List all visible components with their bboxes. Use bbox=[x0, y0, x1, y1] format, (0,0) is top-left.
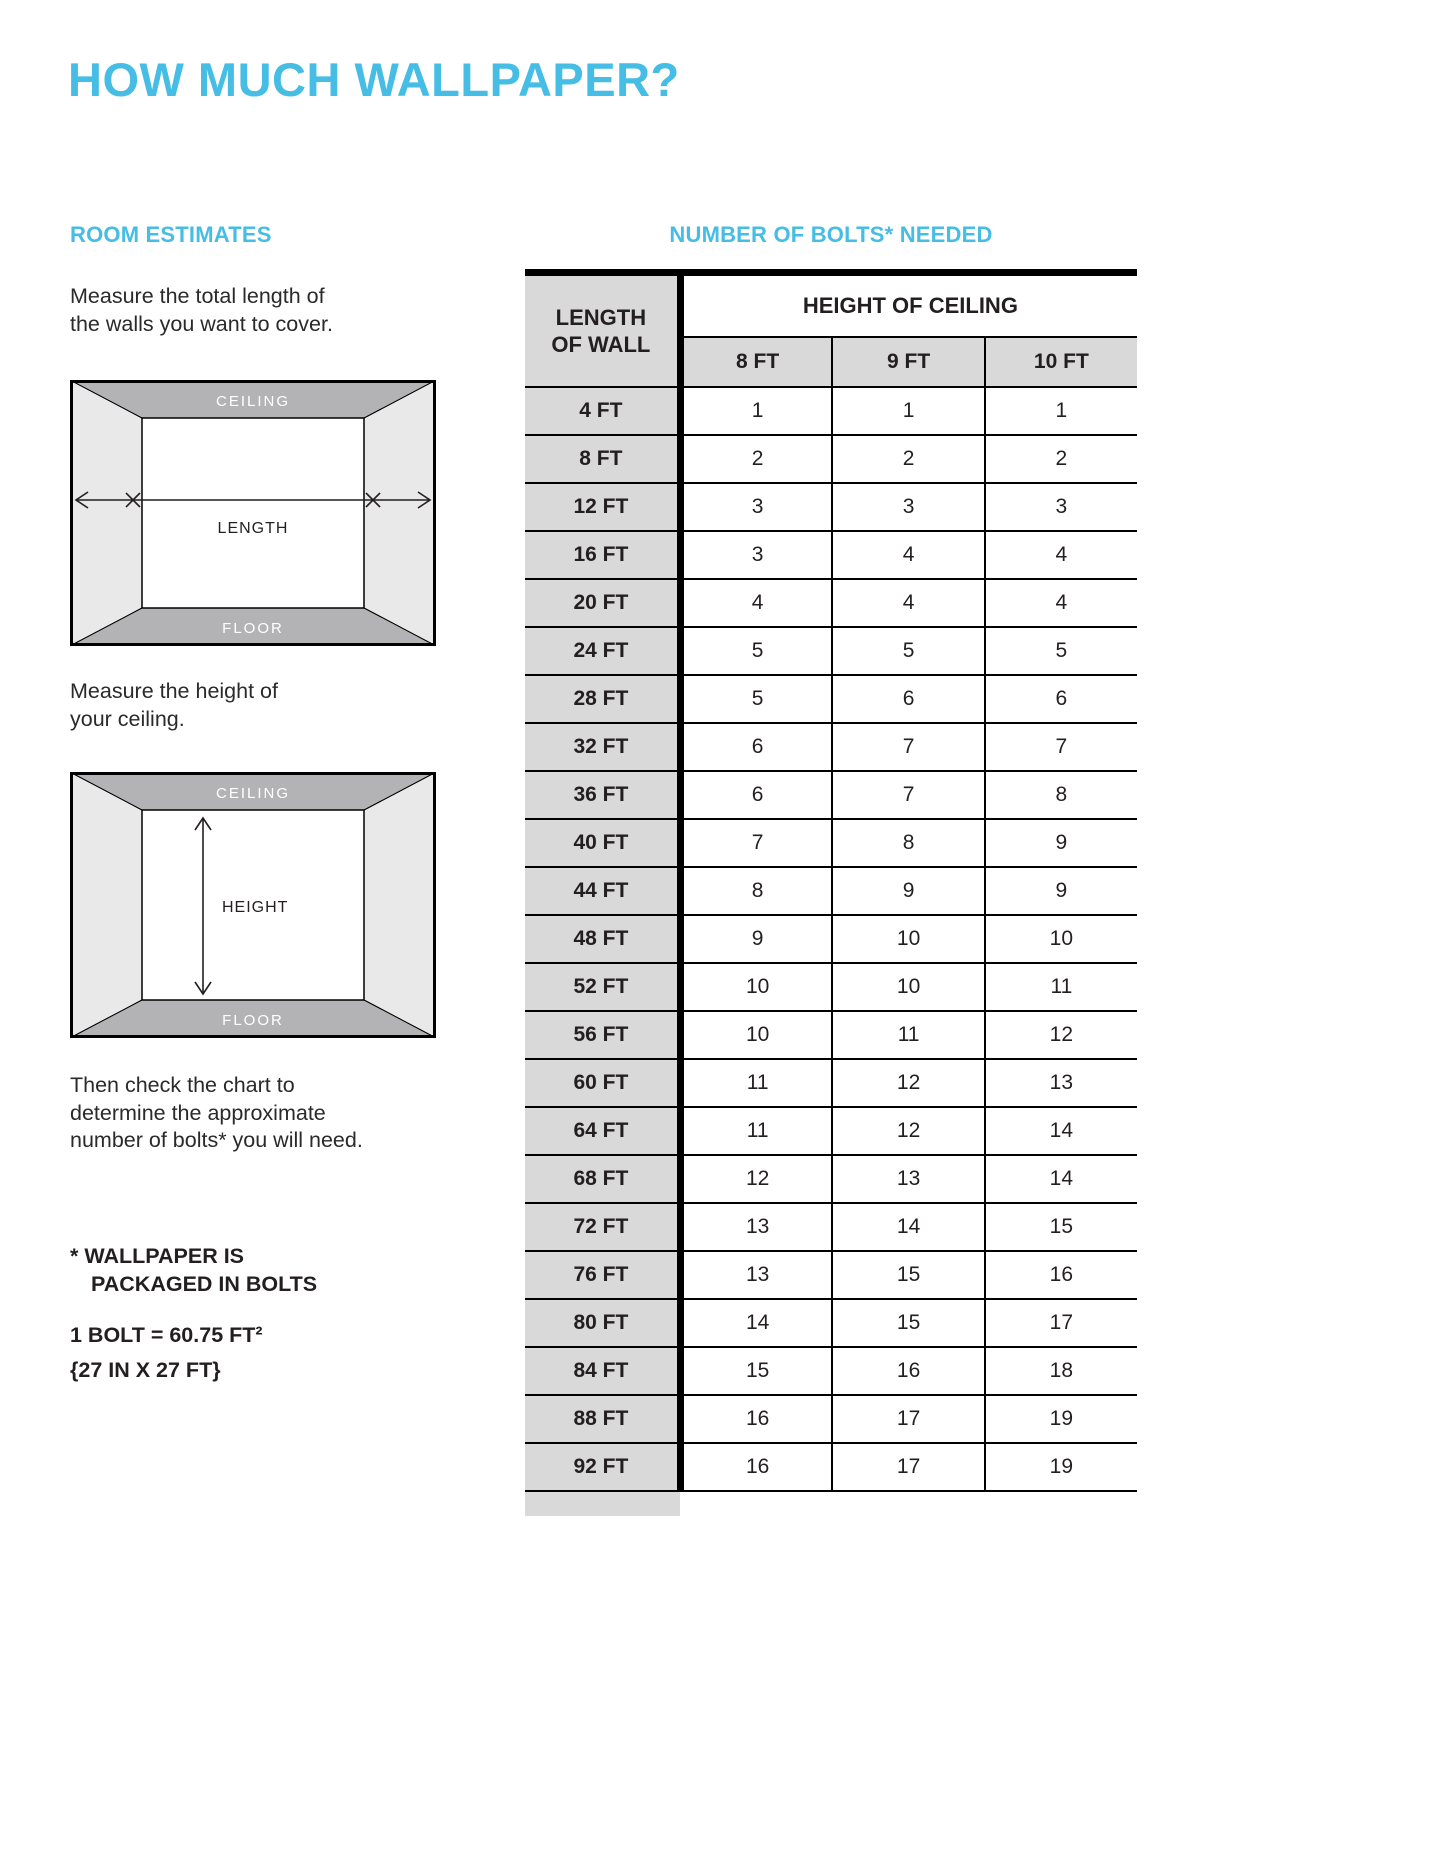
row-length-label: 68 FT bbox=[525, 1155, 680, 1203]
row-length-label: 84 FT bbox=[525, 1347, 680, 1395]
text-line: number of bolts* you will need. bbox=[70, 1128, 363, 1152]
room-length-diagram bbox=[70, 380, 436, 646]
table-header-row bbox=[525, 276, 1137, 337]
bolts-10ft-value: 14 bbox=[985, 1155, 1137, 1203]
bolts-9ft-value: 7 bbox=[832, 771, 984, 819]
bolts-9ft-value: 12 bbox=[832, 1059, 984, 1107]
table-row bbox=[525, 1155, 1137, 1203]
right-wall-panel bbox=[364, 380, 436, 646]
row-length-label: 44 FT bbox=[525, 867, 680, 915]
row-length-label: 60 FT bbox=[525, 1059, 680, 1107]
bolts-table-heading: NUMBER OF BOLTS* NEEDED bbox=[669, 222, 993, 247]
bolts-9ft-value: 1 bbox=[832, 387, 984, 435]
bolts-9ft-value: 12 bbox=[832, 1107, 984, 1155]
left-wall-panel bbox=[70, 772, 142, 1038]
bolts-10ft-value: 10 bbox=[985, 915, 1137, 963]
table-row bbox=[525, 579, 1137, 627]
table-row bbox=[525, 963, 1137, 1011]
bolts-table-section bbox=[525, 222, 1137, 1516]
bolts-8ft-value: 5 bbox=[680, 627, 832, 675]
table-row bbox=[525, 819, 1137, 867]
bolts-10ft-value: 9 bbox=[985, 867, 1137, 915]
bolts-8ft-value: 13 bbox=[680, 1251, 832, 1299]
bolts-9ft-value: 15 bbox=[832, 1251, 984, 1299]
table-row bbox=[525, 1107, 1137, 1155]
row-length-label: 20 FT bbox=[525, 579, 680, 627]
bolts-10ft-value: 4 bbox=[985, 579, 1137, 627]
row-length-label: 80 FT bbox=[525, 1299, 680, 1347]
bolts-table bbox=[525, 276, 1137, 1492]
room-estimates-heading: ROOM ESTIMATES bbox=[70, 222, 272, 247]
table-row bbox=[525, 531, 1137, 579]
table-row bbox=[525, 1395, 1137, 1443]
bolts-8ft-value: 16 bbox=[680, 1443, 832, 1491]
row-length-label: 16 FT bbox=[525, 531, 680, 579]
row-length-label: 56 FT bbox=[525, 1011, 680, 1059]
bolts-table-body bbox=[525, 387, 1137, 1491]
bolts-8ft-value: 11 bbox=[680, 1107, 832, 1155]
bolts-8ft-value: 6 bbox=[680, 723, 832, 771]
bolts-8ft-value: 3 bbox=[680, 531, 832, 579]
bolt-equation: 1 BOLT = 60.75 FT² bbox=[70, 1323, 263, 1347]
table-top-border bbox=[525, 269, 1137, 276]
back-wall-panel bbox=[142, 418, 364, 608]
bolts-10ft-value: 8 bbox=[985, 771, 1137, 819]
bolts-10ft-value: 11 bbox=[985, 963, 1137, 1011]
bolts-9ft-value: 9 bbox=[832, 867, 984, 915]
row-length-label: 92 FT bbox=[525, 1443, 680, 1491]
table-row bbox=[525, 387, 1137, 435]
bolts-8ft-value: 11 bbox=[680, 1059, 832, 1107]
col-header-9ft: 9 FT bbox=[832, 337, 984, 387]
bolts-8ft-value: 4 bbox=[680, 579, 832, 627]
bolts-9ft-value: 8 bbox=[832, 819, 984, 867]
bolts-9ft-value: 3 bbox=[832, 483, 984, 531]
bolts-9ft-value: 11 bbox=[832, 1011, 984, 1059]
text-line: Measure the height of bbox=[70, 679, 278, 703]
col-header-8ft: 8 FT bbox=[680, 337, 832, 387]
bolts-8ft-value: 1 bbox=[680, 387, 832, 435]
instruction-measure-length bbox=[70, 283, 333, 338]
row-length-label: 32 FT bbox=[525, 723, 680, 771]
bolts-9ft-value: 4 bbox=[832, 531, 984, 579]
bolts-10ft-value: 9 bbox=[985, 819, 1137, 867]
height-label: HEIGHT bbox=[222, 899, 289, 916]
table-row bbox=[525, 1059, 1137, 1107]
header-line: LENGTH bbox=[555, 305, 647, 330]
table-row bbox=[525, 675, 1137, 723]
bolts-10ft-value: 19 bbox=[985, 1443, 1137, 1491]
instruction-measure-height bbox=[70, 678, 278, 733]
text-line: your ceiling. bbox=[70, 706, 185, 731]
header-line: OF WALL bbox=[551, 332, 651, 357]
bolts-10ft-value: 6 bbox=[985, 675, 1137, 723]
table-row bbox=[525, 435, 1137, 483]
bolts-8ft-value: 2 bbox=[680, 435, 832, 483]
bolts-9ft-value: 17 bbox=[832, 1395, 984, 1443]
bolts-8ft-value: 3 bbox=[680, 483, 832, 531]
bolts-8ft-value: 14 bbox=[680, 1299, 832, 1347]
bolts-8ft-value: 6 bbox=[680, 771, 832, 819]
bolts-9ft-value: 10 bbox=[832, 963, 984, 1011]
row-length-label: 52 FT bbox=[525, 963, 680, 1011]
bolts-9ft-value: 15 bbox=[832, 1299, 984, 1347]
length-of-wall-header bbox=[525, 276, 680, 387]
bolts-8ft-value: 10 bbox=[680, 1011, 832, 1059]
row-length-label: 4 FT bbox=[525, 387, 680, 435]
table-row bbox=[525, 1347, 1137, 1395]
bolts-9ft-value: 14 bbox=[832, 1203, 984, 1251]
bolts-10ft-value: 1 bbox=[985, 387, 1137, 435]
instruction-check-chart bbox=[70, 1072, 363, 1155]
bolts-9ft-value: 16 bbox=[832, 1347, 984, 1395]
row-length-label: 28 FT bbox=[525, 675, 680, 723]
bolts-9ft-value: 5 bbox=[832, 627, 984, 675]
left-wall-panel bbox=[70, 380, 142, 646]
text-line: * WALLPAPER IS bbox=[70, 1244, 245, 1268]
table-row bbox=[525, 627, 1137, 675]
row-length-label: 88 FT bbox=[525, 1395, 680, 1443]
table-row bbox=[525, 1443, 1137, 1491]
bolts-8ft-value: 13 bbox=[680, 1203, 832, 1251]
bolts-10ft-value: 18 bbox=[985, 1347, 1137, 1395]
bolts-9ft-value: 17 bbox=[832, 1443, 984, 1491]
row-length-label: 24 FT bbox=[525, 627, 680, 675]
table-row bbox=[525, 867, 1137, 915]
bolts-10ft-value: 14 bbox=[985, 1107, 1137, 1155]
text-line: Measure the total length of bbox=[70, 284, 325, 308]
bolts-9ft-value: 7 bbox=[832, 723, 984, 771]
ceiling-label: CEILING bbox=[215, 785, 291, 802]
bolts-10ft-value: 13 bbox=[985, 1059, 1137, 1107]
length-label: LENGTH bbox=[217, 520, 289, 537]
row-length-label: 64 FT bbox=[525, 1107, 680, 1155]
table-row bbox=[525, 771, 1137, 819]
bolts-10ft-value: 5 bbox=[985, 627, 1137, 675]
bolts-9ft-value: 6 bbox=[832, 675, 984, 723]
bolts-8ft-value: 8 bbox=[680, 867, 832, 915]
col-header-10ft: 10 FT bbox=[985, 337, 1137, 387]
bolts-9ft-value: 13 bbox=[832, 1155, 984, 1203]
floor-label: FLOOR bbox=[222, 1012, 284, 1029]
right-wall-panel bbox=[364, 772, 436, 1038]
text-line: Then check the chart to bbox=[70, 1073, 295, 1097]
text-line: determine the approximate bbox=[70, 1100, 326, 1125]
row-length-label: 40 FT bbox=[525, 819, 680, 867]
bolts-10ft-value: 7 bbox=[985, 723, 1137, 771]
row-length-label: 48 FT bbox=[525, 915, 680, 963]
bolts-9ft-value: 2 bbox=[832, 435, 984, 483]
table-row bbox=[525, 1251, 1137, 1299]
page-title: HOW MUCH WALLPAPER? bbox=[68, 53, 680, 106]
bolts-10ft-value: 4 bbox=[985, 531, 1137, 579]
bolts-9ft-value: 4 bbox=[832, 579, 984, 627]
row-length-label: 76 FT bbox=[525, 1251, 680, 1299]
bolts-10ft-value: 2 bbox=[985, 435, 1137, 483]
table-row bbox=[525, 1203, 1137, 1251]
bolts-8ft-value: 9 bbox=[680, 915, 832, 963]
text-line: PACKAGED IN BOLTS bbox=[91, 1272, 318, 1296]
bolts-10ft-value: 15 bbox=[985, 1203, 1137, 1251]
bolts-8ft-value: 12 bbox=[680, 1155, 832, 1203]
bolts-10ft-value: 3 bbox=[985, 483, 1137, 531]
bolts-8ft-value: 7 bbox=[680, 819, 832, 867]
bolts-8ft-value: 16 bbox=[680, 1395, 832, 1443]
row-length-label: 72 FT bbox=[525, 1203, 680, 1251]
table-row bbox=[525, 915, 1137, 963]
table-row bbox=[525, 483, 1137, 531]
table-label-column-tab bbox=[525, 1492, 680, 1516]
bolts-10ft-value: 16 bbox=[985, 1251, 1137, 1299]
bolts-8ft-value: 5 bbox=[680, 675, 832, 723]
table-row bbox=[525, 723, 1137, 771]
floor-label: FLOOR bbox=[222, 620, 284, 637]
bolts-8ft-value: 10 bbox=[680, 963, 832, 1011]
bolts-10ft-value: 19 bbox=[985, 1395, 1137, 1443]
room-height-diagram bbox=[70, 772, 436, 1038]
bolt-size-info bbox=[70, 1318, 263, 1388]
bolts-8ft-value: 15 bbox=[680, 1347, 832, 1395]
bolts-10ft-value: 17 bbox=[985, 1299, 1137, 1347]
table-row bbox=[525, 1011, 1137, 1059]
bolt-dimensions: {27 IN X 27 FT} bbox=[70, 1358, 221, 1382]
height-of-ceiling-header: HEIGHT OF CEILING bbox=[680, 276, 1137, 337]
ceiling-label: CEILING bbox=[215, 393, 291, 410]
row-length-label: 36 FT bbox=[525, 771, 680, 819]
row-length-label: 12 FT bbox=[525, 483, 680, 531]
table-row bbox=[525, 1299, 1137, 1347]
row-length-label: 8 FT bbox=[525, 435, 680, 483]
bolts-footnote bbox=[70, 1242, 317, 1298]
bolts-9ft-value: 10 bbox=[832, 915, 984, 963]
bolts-10ft-value: 12 bbox=[985, 1011, 1137, 1059]
text-line: the walls you want to cover. bbox=[70, 311, 333, 336]
